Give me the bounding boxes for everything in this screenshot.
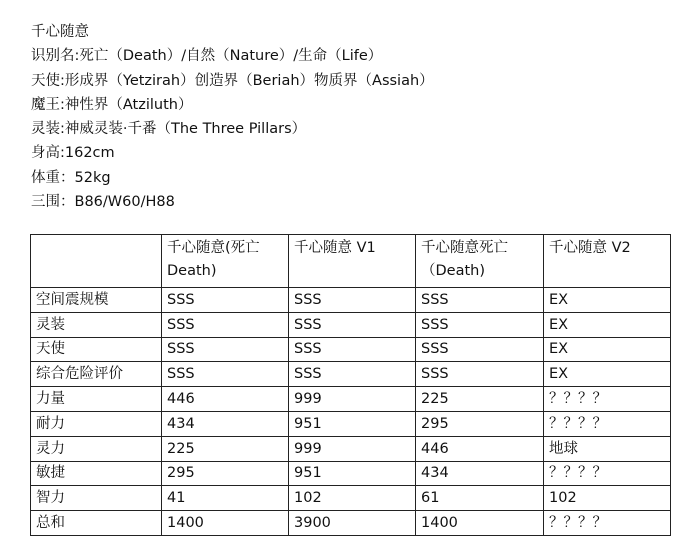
table-cell: SSS	[289, 362, 416, 387]
table-cell: ？？？？	[544, 387, 671, 412]
table-row	[31, 387, 671, 412]
character-info	[31, 20, 691, 214]
table-row	[31, 362, 671, 387]
character-title: 千心随意	[31, 24, 89, 40]
info-astral-dress: 灵装:神威灵装·千番（The Three Pillars）	[31, 121, 307, 138]
row-label-cell: 灵力	[31, 436, 162, 461]
table-cell: 999	[289, 387, 416, 412]
table-cell: 951	[289, 461, 416, 486]
table-cell: 446	[162, 387, 289, 412]
table-cell: EX	[544, 312, 671, 337]
table-cell: 61	[416, 486, 544, 511]
table-cell: SSS	[289, 337, 416, 362]
table-row	[31, 486, 671, 511]
table-cell: 434	[162, 411, 289, 436]
table-cell: ？？？？	[544, 511, 671, 536]
row-label-cell: 力量	[31, 387, 162, 412]
table-cell: 41	[162, 486, 289, 511]
table-cell: SSS	[289, 312, 416, 337]
table-cell: 225	[416, 387, 544, 412]
table-cell: 295	[162, 461, 289, 486]
table-row	[31, 411, 671, 436]
table-cell: 951	[289, 411, 416, 436]
row-label-cell: 灵装	[31, 312, 162, 337]
table-header-cell	[31, 235, 162, 288]
table-cell: SSS	[289, 288, 416, 313]
table-row	[31, 436, 671, 461]
table-cell: 434	[416, 461, 544, 486]
table-header-cell: 千心随意 V1	[289, 235, 416, 288]
table-header-cell: 千心随意死亡（Death)	[416, 235, 544, 288]
table-cell: 1400	[416, 511, 544, 536]
row-label-cell: 空间震规模	[31, 288, 162, 313]
row-label-cell: 天使	[31, 337, 162, 362]
table-cell: 102	[289, 486, 416, 511]
table-cell: ？？？？	[544, 411, 671, 436]
table-cell: 225	[162, 436, 289, 461]
table-cell: SSS	[162, 288, 289, 313]
table-row	[31, 288, 671, 313]
table-header-cell: 千心随意 V2	[544, 235, 671, 288]
info-identifier: 识别名:死亡（Death）/自然（Nature）/生命（Life）	[31, 48, 383, 65]
table-row	[31, 461, 671, 486]
table-cell: 999	[289, 436, 416, 461]
info-weight: 体重：52kg	[31, 169, 111, 186]
row-label-cell: 敏捷	[31, 461, 162, 486]
table-cell: SSS	[162, 337, 289, 362]
info-angel: 天使:形成界（Yetzirah）创造界（Beriah）物质界（Assiah）	[31, 72, 434, 89]
table-cell: 1400	[162, 511, 289, 536]
table-cell: SSS	[416, 337, 544, 362]
table-cell: EX	[544, 288, 671, 313]
table-row	[31, 337, 671, 362]
row-label-cell: 耐力	[31, 411, 162, 436]
table-cell: SSS	[162, 362, 289, 387]
table-cell: SSS	[416, 312, 544, 337]
row-label-cell: 智力	[31, 486, 162, 511]
table-cell: SSS	[162, 312, 289, 337]
table-cell: 102	[544, 486, 671, 511]
table-cell: 446	[416, 436, 544, 461]
table-row	[31, 511, 671, 536]
table-cell: EX	[544, 362, 671, 387]
info-demon-king: 魔王:神性界（Atziluth）	[31, 96, 193, 113]
table-cell: 3900	[289, 511, 416, 536]
table-cell: SSS	[416, 288, 544, 313]
info-measurements: 三围：B86/W60/H88	[31, 194, 175, 211]
info-height: 身高:162cm	[31, 145, 115, 162]
row-label-cell: 总和	[31, 511, 162, 536]
row-label-cell: 综合危险评价	[31, 362, 162, 387]
table-cell: 地球	[544, 436, 671, 461]
table-cell: SSS	[416, 362, 544, 387]
table-row	[31, 312, 671, 337]
table-header-cell: 千心随意(死亡Death)	[162, 235, 289, 288]
table-cell: 295	[416, 411, 544, 436]
stats-table	[30, 234, 671, 536]
table-cell: ？？？？	[544, 461, 671, 486]
table-body	[31, 288, 671, 536]
table-cell: EX	[544, 337, 671, 362]
table-header-row	[31, 235, 671, 288]
